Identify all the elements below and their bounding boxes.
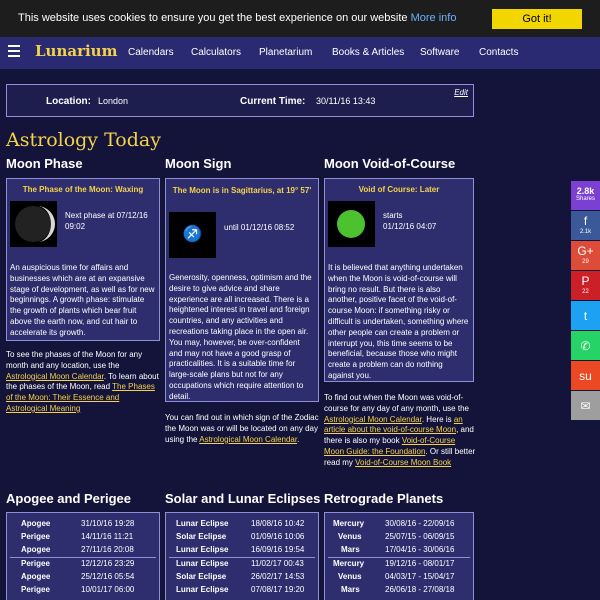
table-divider [328,557,470,558]
table-row-value: 25/12/16 05:54 [81,572,135,581]
moon-sign-heading: Moon Sign [165,156,232,171]
location-time-box [6,84,474,117]
table-row-value: 30/08/16 - 22/09/16 [385,519,455,528]
table-row-label: Perigee [21,559,50,568]
google-plus-share-button[interactable]: G+ 29 [571,241,600,270]
table-row-value: 27/11/16 20:08 [81,545,134,554]
table-row-value: 01/09/16 10:06 [251,532,305,541]
twitter-share-button[interactable] [571,301,600,330]
table-row-label: Lunar Eclipse [176,519,229,528]
table-row-label: Mars [341,585,360,594]
whatsapp-icon: ✆ [580,339,591,353]
apogee-perigee-heading: Apogee and Perigee [6,491,131,506]
eclipses-heading: Solar and Lunar Eclipses [165,491,321,506]
table-row-label: Lunar Eclipse [176,559,229,568]
email-share-button[interactable] [571,391,600,420]
void-article-link[interactable]: an article about the void-of-course Moon [324,414,463,435]
location-label: Location: [46,96,91,107]
table-row-label: Mercury [333,559,365,568]
phases-article-link[interactable]: The Phases of the Moon: Their Essence and Astrological Meaning [6,382,155,413]
void-description: It is believed that anything undertaken when the Moon is void-of-course will bring no result. But there is also another, positive facet of the void-of-course Moon: if something risky or difficult is undertaken, something where other people can create a problem or interrupt you, this time seems to be beneficial, because those who might create a problem can do nothing against you. [328,263,469,380]
nav-planetarium[interactable]: Planetarium [259,47,313,58]
facebook-icon: f [583,214,588,228]
moon-sign-until: until 01/12/16 08:52 [224,223,295,232]
pinterest-icon: P [581,274,590,288]
moon-phase-heading: Moon Phase [6,156,83,171]
void-info: To find out when the Moon was void-of-course for any day of any month, use the Astrological Moon Calendar. Here is an article about the void-of-course Moon, and there is also my book Void-of-Course Moon Guide: the Foundation. Or still better read my Void-of-Course Moon Book [324,393,476,467]
void-status-image [328,201,375,247]
table-row-label: Lunar Eclipse [176,585,229,594]
moon-phase-info: To see the phases of the Moon for any month and any location, use the Astrological Moon Calendar. To learn about the phases of the Moon, read The Phases of the Moon: Their Essence and Astrological Meaning [6,350,159,413]
void-calendar-link[interactable]: Astrological Moon Calendar [324,414,422,424]
cookie-accept-button[interactable]: Got it! [492,9,582,29]
twitter-icon: t [583,309,588,323]
void-title: Void of Course: Later [358,185,440,194]
green-circle-icon [328,201,375,247]
nav-contacts[interactable]: Contacts [479,47,519,58]
share-count: 2.8k Shares [571,181,600,210]
moon-sign-info: You can find out in which sign of the Zodiac the Moon was or will be located on any day using the Astrological Moon Calendar. [165,413,319,444]
table-row-label: Solar Eclipse [176,572,227,581]
edit-link[interactable]: Edit [454,88,468,97]
waxing-moon-icon [10,201,57,247]
table-row-value: 12/12/16 23:29 [81,559,135,568]
table-row-value: 26/02/17 14:53 [251,572,305,581]
table-row-value: 10/01/17 06:00 [81,585,135,594]
void-starts: starts 01/12/16 04:07 [383,211,437,231]
table-row-value: 26/06/18 - 27/08/18 [385,585,455,594]
whatsapp-share-button[interactable] [571,331,600,360]
table-row-value: 17/04/16 - 30/06/16 [385,545,455,554]
stumbleupon-share-button[interactable] [571,361,600,390]
table-row-value: 25/07/15 - 06/09/15 [385,532,455,541]
next-phase-text: Next phase at 07/12/16 09:02 [65,211,148,231]
cookie-bar [0,0,600,37]
table-row-label: Venus [338,572,362,581]
table-row-label: Venus [338,532,362,541]
table-row-label: Lunar Eclipse [176,545,229,554]
table-row-value: 19/12/16 - 08/01/17 [385,559,455,568]
facebook-share-button[interactable]: f 2.1k [571,211,600,240]
moon-phase-card [6,178,160,341]
table-divider [10,557,156,558]
table-row-label: Perigee [21,585,50,594]
table-row-value: 07/08/17 19:20 [251,585,305,594]
nav-calendars[interactable]: Calendars [128,47,174,58]
table-row-label: Solar Eclipse [176,532,227,541]
moon-sign-card [165,178,319,402]
menu-icon[interactable] [8,45,20,57]
pinterest-share-button[interactable]: P 22 [571,271,600,300]
current-time-label: Current Time: [240,96,306,107]
moon-phase-description: An auspicious time for affairs and businesses which are at an expansive stage of development, as well as for new beginnings. A growth phase: stimulate the growth of plants which bear fruit above the earth now, and cut hair to accelerate its growth. [10,263,155,337]
void-guide-link[interactable]: Void-of-Course Moon Guide: the Foundation [324,436,456,456]
table-row-label: Apogee [21,519,51,528]
cookie-more-info-link[interactable]: More info [410,12,457,24]
cookie-message: This website uses cookies to ensure you get the best experience on our website More info [18,12,457,24]
table-row-label: Apogee [21,545,51,554]
table-row-value: 14/11/16 11:21 [81,532,134,541]
moon-sign-description: Generosity, openness, optimism and the desire to give advice and share experience are all increased. There is a heightened interest in travel and foreign countries, and any activities and recreations taking place in the open air. You may, however, be over-confident and may not have a good grasp of practicalities. It is a suitable time for large-scale plans but not for any occupations which require attention to detail. [169,273,312,401]
table-divider [169,557,315,558]
void-of-course-heading: Moon Void-of-Course [324,156,456,171]
nav-calculators[interactable]: Calculators [191,47,242,58]
main-navbar [0,37,600,69]
table-row-value: 11/02/17 00:43 [251,559,304,568]
nav-books-articles[interactable]: Books & Articles [332,47,405,58]
table-row-label: Apogee [21,572,51,581]
sagittarius-icon: ♐ [169,212,216,258]
moon-sign-title: The Moon is in Sagittarius, at 19° 57' [172,186,312,195]
moon-phase-title: The Phase of the Moon: Waxing [22,185,144,194]
table-row-label: Mars [341,545,360,554]
moon-phase-image [10,201,57,247]
table-row-label: Perigee [21,532,50,541]
table-row-value: 04/03/17 - 15/04/17 [385,572,455,581]
void-of-course-card [324,178,474,382]
apogee-perigee-table [6,512,160,600]
current-time-value: 30/11/16 13:43 [316,96,376,106]
table-row-value: 16/09/16 19:54 [251,545,305,554]
void-book-link[interactable]: Void-of-Course Moon Book [355,457,452,467]
table-row-label: Mercury [333,519,365,528]
location-value: London [98,96,129,106]
page-title: Astrology Today [6,129,161,151]
table-row-value: 18/08/16 10:42 [251,519,305,528]
retrograde-table [324,512,474,600]
google-plus-icon: G+ [577,244,594,258]
eclipses-table [165,512,319,600]
stumbleupon-icon: su [579,369,592,383]
email-icon: ✉ [580,399,591,413]
table-row-value: 31/10/16 19:28 [81,519,135,528]
moon-calendar-link[interactable]: Astrological Moon Calendar [6,371,104,381]
site-logo[interactable]: Lunarium [35,42,118,60]
nav-software[interactable]: Software [420,47,460,58]
moon-sign-calendar-link[interactable]: Astrological Moon Calendar [199,434,298,444]
retrograde-heading: Retrograde Planets [324,491,444,506]
